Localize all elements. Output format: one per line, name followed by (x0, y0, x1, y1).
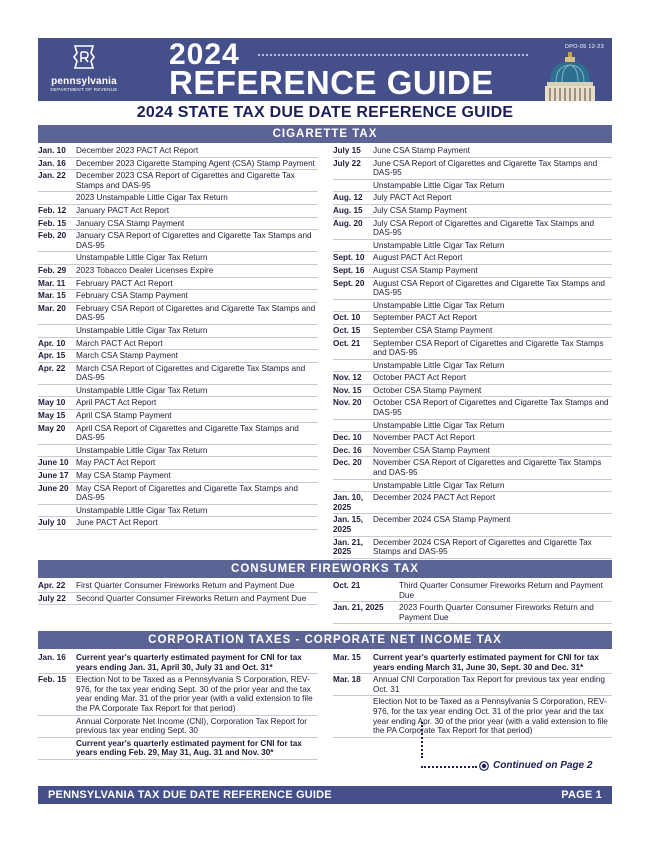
due-date (333, 301, 373, 311)
due-item: February PACT Act Report (76, 278, 173, 288)
due-item: July CSA Stamp Payment (373, 205, 467, 215)
banner-title: REFERENCE GUIDE (169, 64, 494, 101)
table-row (333, 158, 612, 180)
due-date (38, 326, 76, 336)
due-item: November CSA Report of Cigarettes and Cigarette Tax Stamps and DAS-95 (373, 458, 602, 478)
logo-brand: pennsylvania (51, 76, 117, 87)
table-row (38, 505, 318, 518)
corporation-right-column (333, 652, 612, 738)
table-row (38, 580, 318, 593)
due-item: April CSA Stamp Payment (76, 411, 172, 421)
table-row (38, 517, 318, 530)
keystone-icon (73, 45, 95, 69)
due-date (38, 717, 76, 736)
due-date (38, 193, 76, 203)
due-item: Current year's quarterly estimated payment for CNI for tax years ending March 31, June 30, Sept. 30 and Dec. 31* (373, 653, 599, 672)
due-date (333, 241, 373, 251)
table-row (333, 338, 612, 360)
due-item: Unstampable Little Cigar Tax Return (76, 253, 208, 263)
due-date: Mar. 15 (38, 291, 66, 301)
table-row (38, 423, 318, 445)
table-row (38, 205, 318, 218)
due-item: November PACT Act Report (373, 433, 475, 443)
table-row (38, 350, 318, 363)
table-row (38, 674, 318, 715)
due-item: October PACT Act Report (373, 373, 466, 383)
table-row (38, 397, 318, 410)
due-date: Jan. 16 (38, 158, 66, 168)
table-row (333, 514, 612, 536)
table-row (38, 652, 318, 674)
due-item: Election Not to be Taxed as a Pennsylvania S Corporation, REV-976, for the tax year ending Oct. 31 of the prior year and the tax year ending Apr. 30 of the prior year (with a valid extension to file the PA Corporate Tax Report for that period) (373, 697, 608, 736)
table-row (38, 338, 318, 351)
due-date: Mar. 20 (38, 303, 66, 313)
banner-dotted-line (258, 54, 528, 56)
table-row (38, 363, 318, 385)
corporation-tax-header: CORPORATION TAXES - CORPORATE NET INCOME TAX (38, 631, 612, 649)
table-row (38, 445, 318, 458)
due-date (333, 697, 373, 735)
due-date: Mar. 15 (333, 653, 361, 662)
continued-dotted-connector (421, 722, 423, 758)
due-item: March PACT Act Report (76, 338, 163, 348)
table-row (38, 290, 318, 303)
table-row (333, 325, 612, 338)
table-row (38, 218, 318, 231)
table-row (333, 602, 612, 624)
due-date (38, 446, 76, 456)
corporation-left-column (38, 652, 318, 760)
due-date (333, 181, 373, 191)
banner-year: 2024 (169, 38, 240, 71)
table-row (333, 265, 612, 278)
due-date: Nov. 20 (333, 398, 362, 408)
table-row (333, 580, 612, 602)
table-row (333, 480, 612, 493)
due-item: September PACT Act Report (373, 313, 477, 323)
due-date: June 10 (38, 458, 69, 468)
table-row (333, 360, 612, 373)
due-item: March CSA Report of Cigarettes and Cigarette Tax Stamps and DAS-95 (76, 363, 306, 383)
table-row (333, 385, 612, 398)
due-date: Feb. 29 (38, 265, 67, 275)
cigarette-right-column (333, 145, 612, 571)
page-number: PAGE 1 (561, 789, 602, 801)
table-row (38, 410, 318, 423)
table-row (333, 180, 612, 193)
due-date: Mar. 11 (38, 278, 66, 288)
due-date: Jan. 22 (38, 171, 66, 181)
due-date: June 20 (38, 483, 69, 493)
cigarette-tax-header: CIGARETTE TAX (38, 125, 612, 143)
due-date: Oct. 15 (333, 325, 361, 335)
due-date: July 10 (38, 518, 66, 528)
table-row (333, 696, 612, 737)
pa-revenue-logo (44, 45, 124, 95)
due-date: Oct. 21 (333, 338, 361, 348)
table-row (38, 145, 318, 158)
table-row (333, 300, 612, 313)
due-item: August CSA Report of Cigarettes and Cigarette Tax Stamps and DAS-95 (373, 278, 605, 298)
continued-link[interactable]: Continued on Page 2 (493, 760, 593, 771)
due-item: Unstampable Little Cigar Tax Return (76, 385, 208, 395)
table-row (38, 325, 318, 338)
due-item: Unstampable Little Cigar Tax Return (373, 240, 505, 250)
due-date: Jan. 10 (38, 146, 66, 155)
due-item: Unstampable Little Cigar Tax Return (373, 300, 505, 310)
due-item: First Quarter Consumer Fireworks Return and Payment Due (76, 581, 295, 590)
due-item: September CSA Report of Cigarettes and Cigarette Tax Stamps and DAS-95 (373, 338, 604, 358)
due-item: Unstampable Little Cigar Tax Return (373, 180, 505, 190)
fireworks-left-column (38, 580, 318, 605)
due-date (333, 481, 373, 491)
due-item: December 2024 CSA Report of Cigarettes and Cigarette Tax Stamps and DAS-95 (373, 537, 592, 557)
due-date: Dec. 16 (333, 445, 362, 455)
due-item: May CSA Report of Cigarettes and Cigarette Tax Stamps and DAS-95 (76, 483, 298, 503)
table-row (38, 385, 318, 398)
due-date (333, 421, 373, 431)
due-item: May CSA Stamp Payment (76, 471, 171, 481)
table-row (333, 537, 612, 559)
due-date: Sept. 16 (333, 265, 365, 275)
due-date: Aug. 12 (333, 193, 363, 203)
due-item: September CSA Stamp Payment (373, 325, 493, 335)
continued-dotted-line (421, 766, 477, 768)
table-row (38, 230, 318, 252)
due-item: December 2024 PACT Act Report (373, 493, 496, 503)
due-item: August PACT Act Report (373, 253, 463, 263)
due-date: Nov. 12 (333, 373, 362, 383)
due-date: Jan. 10, 2025 (333, 493, 364, 512)
table-row (333, 192, 612, 205)
table-row (38, 470, 318, 483)
due-date: Jan. 15, 2025 (333, 515, 364, 534)
due-date: Aug. 20 (333, 218, 363, 228)
table-row (38, 716, 318, 738)
arrow-circle-icon (479, 761, 489, 771)
due-item: May PACT Act Report (76, 458, 156, 468)
due-date: Dec. 20 (333, 458, 362, 468)
due-item: Unstampable Little Cigar Tax Return (76, 505, 208, 515)
table-row (38, 278, 318, 291)
due-date: Mar. 18 (333, 675, 361, 685)
due-date: July 22 (38, 593, 66, 603)
due-date: July 22 (333, 158, 361, 168)
table-row (333, 145, 612, 158)
due-date (38, 253, 76, 263)
due-date: Jan. 21, 2025 (333, 537, 364, 557)
header-banner (38, 38, 612, 101)
due-item: December 2023 CSA Report of Cigarettes and Cigarette Tax Stamps and DAS-95 (76, 171, 295, 190)
table-row (38, 738, 318, 760)
due-date: Aug. 15 (333, 205, 363, 215)
due-item: Third Quarter Consumer Fireworks Return and Payment Due (399, 581, 603, 600)
footer-title: PENNSYLVANIA TAX DUE DATE REFERENCE GUIDE (48, 789, 332, 801)
table-row (333, 252, 612, 265)
due-date: Oct. 21 (333, 581, 361, 590)
due-item: April CSA Report of Cigarettes and Cigarette Tax Stamps and DAS-95 (76, 423, 299, 443)
table-row (38, 483, 318, 505)
due-item: December 2023 Cigarette Stamping Agent (CSA) Stamp Payment (76, 158, 315, 168)
due-date: Dec. 10 (333, 433, 362, 443)
due-item: August CSA Stamp Payment (373, 265, 478, 275)
table-row (38, 593, 318, 606)
due-date: June 17 (38, 471, 69, 481)
table-row (333, 397, 612, 419)
table-row (333, 652, 612, 674)
due-item: Unstampable Little Cigar Tax Return (373, 420, 505, 430)
due-date: Sept. 10 (333, 253, 365, 263)
due-item: January CSA Report of Cigarettes and Cigarette Tax Stamps and DAS-95 (76, 231, 312, 250)
due-item: December 2023 PACT Act Report (76, 146, 199, 155)
table-row (333, 218, 612, 240)
due-date: Sept. 20 (333, 278, 365, 288)
due-date: Feb. 15 (38, 218, 67, 228)
fireworks-right-column (333, 580, 612, 624)
due-date (38, 506, 76, 516)
due-item: Annual CNI Corporation Tax Report for previous tax year ending Oct. 31 (373, 675, 605, 694)
due-item: 2023 Fourth Quarter Consumer Fireworks Return and Payment Due (399, 603, 594, 622)
table-row (38, 170, 318, 192)
table-row (38, 457, 318, 470)
due-date: July 15 (333, 146, 361, 155)
due-item: Annual Corporate Net Income (CNI), Corporation Tax Report for previous tax year ending Sept. 30 (76, 716, 308, 736)
table-row (333, 278, 612, 300)
table-row (333, 457, 612, 479)
due-date (38, 386, 76, 396)
due-item: June CSA Report of Cigarettes and Cigarette Tax Stamps and DAS-95 (373, 158, 598, 178)
table-row (333, 312, 612, 325)
due-item: 2023 Unstampable Little Cigar Tax Return (76, 193, 228, 203)
due-date: Oct. 10 (333, 313, 361, 323)
due-date: Apr. 10 (38, 338, 66, 348)
due-date (38, 739, 76, 758)
due-date: Nov. 15 (333, 385, 362, 395)
due-item: January CSA Stamp Payment (76, 218, 185, 228)
due-item: Election Not to be Taxed as a Pennsylvania S Corporation, REV-976, for the tax year ending Sept. 30 of the prior year and the tax year ending Mar. 31 of the prior year (with a valid extension to file the PA Corporate Tax Report for that period) (76, 675, 313, 713)
page-subtitle: 2024 STATE TAX DUE DATE REFERENCE GUIDE (136, 104, 514, 121)
due-item: February CSA Stamp Payment (76, 291, 188, 301)
due-item: November CSA Stamp Payment (373, 445, 490, 455)
table-row (333, 445, 612, 458)
due-item: October CSA Stamp Payment (373, 385, 482, 395)
due-item: June PACT Act Report (76, 518, 158, 528)
table-row (333, 420, 612, 433)
due-date (333, 361, 373, 371)
table-row (333, 240, 612, 253)
due-item: April PACT Act Report (76, 398, 157, 408)
due-item: July CSA Report of Cigarettes and Cigarette Tax Stamps and DAS-95 (373, 218, 595, 238)
due-item: December 2024 CSA Stamp Payment (373, 515, 511, 525)
table-row (333, 205, 612, 218)
table-row (38, 303, 318, 325)
logo-department: DEPARTMENT OF REVENUE (50, 87, 118, 92)
due-item: Current year's quarterly estimated payment for CNI for tax years ending Feb. 29, May 31, Aug. 31 and Nov. 30* (76, 738, 302, 758)
due-item: October CSA Report of Cigarettes and Cigarette Tax Stamps and DAS-95 (373, 398, 609, 418)
due-date: Feb. 15 (38, 675, 67, 685)
due-item: March CSA Stamp Payment (76, 351, 178, 361)
due-date: Feb. 20 (38, 231, 67, 241)
due-date: May 20 (38, 423, 66, 433)
due-date: Jan. 21, 2025 (333, 603, 384, 613)
due-date: Apr. 15 (38, 351, 66, 361)
table-row (38, 192, 318, 205)
due-item: Unstampable Little Cigar Tax Return (76, 445, 208, 455)
due-item: Unstampable Little Cigar Tax Return (373, 480, 505, 490)
due-item: June CSA Stamp Payment (373, 146, 470, 155)
table-row (333, 492, 612, 514)
table-row (38, 252, 318, 265)
due-date: Apr. 22 (38, 581, 66, 590)
due-item: Unstampable Little Cigar Tax Return (76, 325, 208, 335)
due-item: 2023 Tobacco Dealer Licenses Expire (76, 265, 214, 275)
due-item: Current year's quarterly estimated payment for CNI for tax years ending Jan. 31, April 30, July 31 and Oct. 31* (76, 653, 302, 672)
due-date: May 10 (38, 398, 66, 408)
due-date: Apr. 22 (38, 363, 66, 373)
capitol-dome-icon (542, 52, 598, 101)
cigarette-left-column (38, 145, 318, 530)
due-item: January PACT Act Report (76, 205, 169, 215)
table-row (38, 158, 318, 171)
table-row (38, 265, 318, 278)
due-date: May 15 (38, 411, 66, 421)
due-item: Second Quarter Consumer Fireworks Return and Payment Due (76, 593, 307, 603)
due-date: Jan. 16 (38, 653, 66, 662)
fireworks-tax-header: CONSUMER FIREWORKS TAX (38, 560, 612, 578)
due-item: July PACT Act Report (373, 193, 452, 203)
form-code: DPO-05 12-23 (564, 44, 604, 50)
page-footer (38, 786, 612, 804)
due-item: Unstampable Little Cigar Tax Return (373, 360, 505, 370)
table-row (333, 372, 612, 385)
table-row (333, 674, 612, 696)
due-item: February CSA Report of Cigarettes and Cigarette Tax Stamps and DAS-95 (76, 303, 316, 323)
table-row (333, 432, 612, 445)
due-date: Feb. 12 (38, 205, 67, 215)
